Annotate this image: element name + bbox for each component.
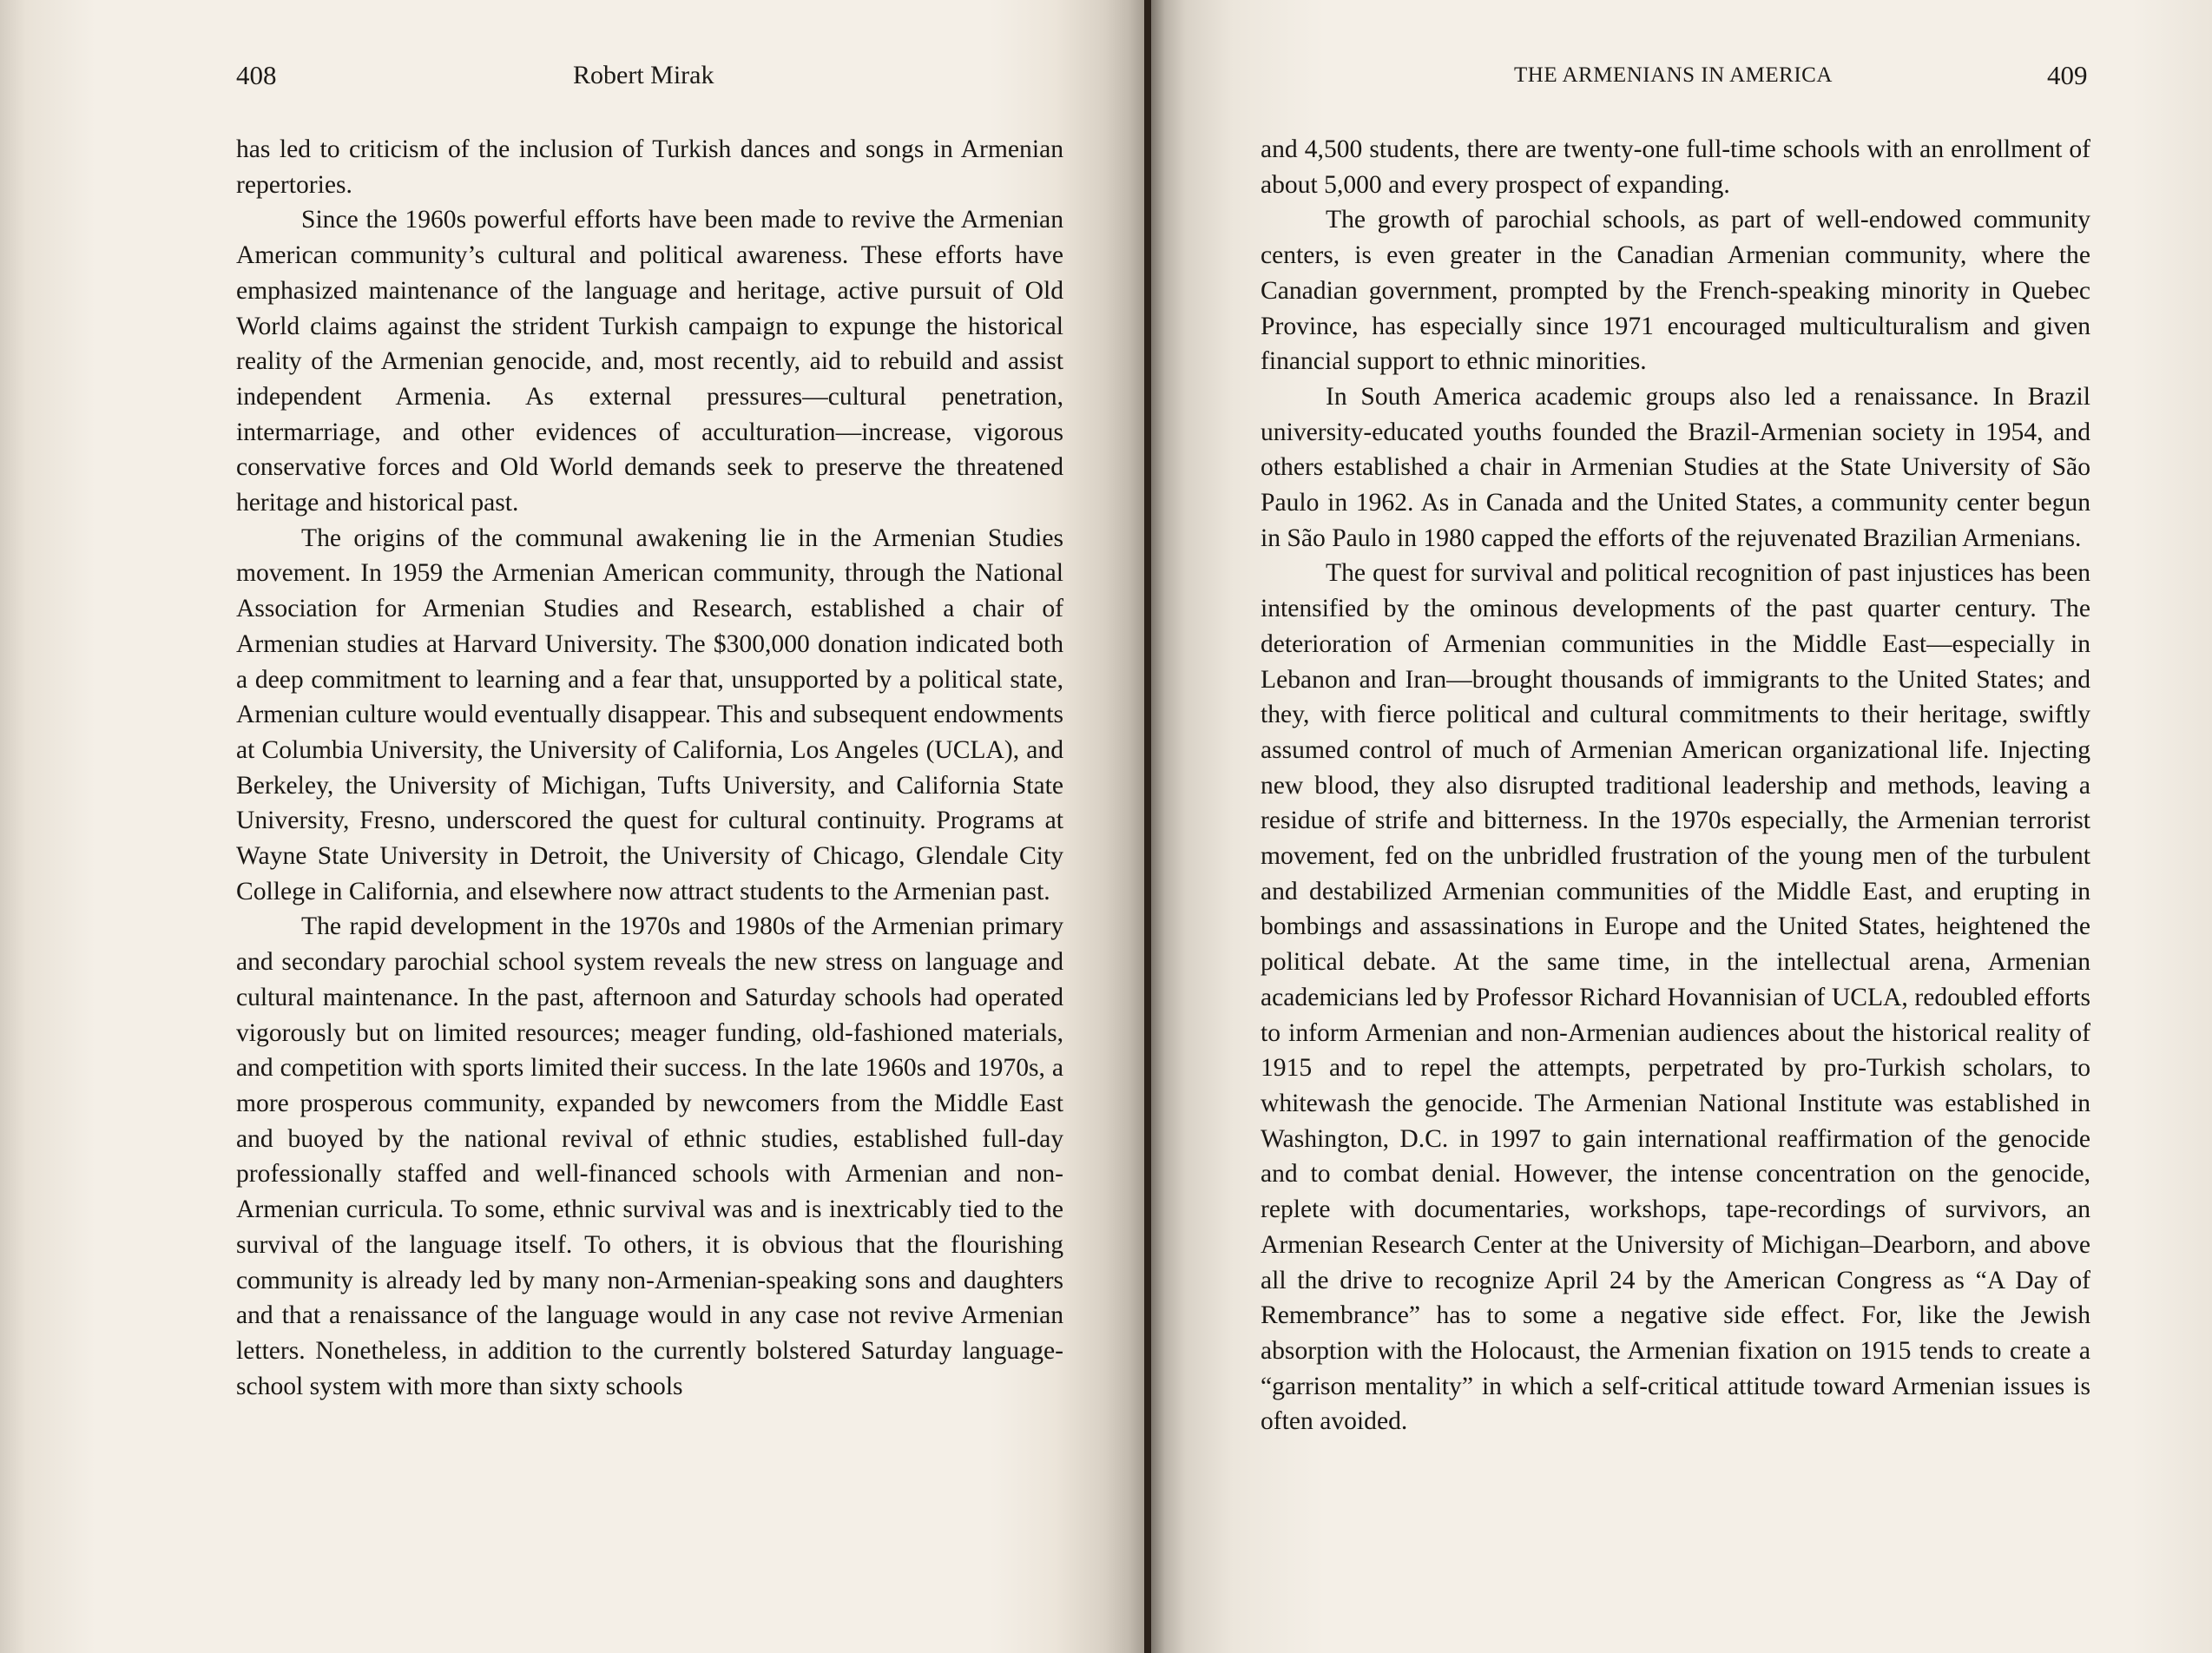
paragraph: In South America academic groups also led a renaissance. In Brazil university-educated youths founded the Brazil-Armenian society in 1954, and others established a chair in Armenian Studies at the State University of São Paulo in 1962. As in Canada and the United States, a community center begun in São Paulo in 1980 capped the efforts of the rejuvenated Brazilian Armenians. [1261,382,2090,552]
right-running-head: THE ARMENIANS IN AMERICA [1514,63,1833,87]
right-page [1151,0,2212,1653]
paragraph: has led to criticism of the inclusion of Turkish dances and songs in Armenian repertories. [236,135,1063,199]
left-running-head: Robert Mirak [573,61,714,89]
book-gutter [1144,0,1151,1653]
paragraph: The quest for survival and political recognition of past injustices has been intensified by the ominous developments of the past quarter century. The deterioration of Armenian communities in the Middle East—especially in Lebanon and Iran—brought thousands of immigrants to the United States; and they, with fierce political and cultural commitments to their heritage, swiftly assumed control of much of Armenian American organizational life. Injecting new blood, they also disrupted traditional leadership and methods, leaving a residue of strife and bitterness. In the 1970s especially, the Armenian terrorist movement, fed on the unbridled frustration of the young men of the turbulent and destabilized Armenian communities of the Middle East, and erupting in bombings and assassinations in Europe and the United States, heightened the political debate. At the same time, in the intellectual arena, Armenian academicians led by Professor Richard Hovannisian of UCLA, redoubled efforts to inform Armenian and non-Armenian audiences about the historical reality of 1915 and to repel the attempts, perpetrated by pro-Turkish scholars, to whitewash the genocide. The Armenian National Institute was established in Washington, D.C. in 1997 to gain international reaffirmation of the genocide and to combat denial. However, the intense concentration on the genocide, replete with documentaries, workshops, tape-recordings of survivors, an Armenian Research Center at the University of Michigan–Dearborn, and above all the drive to recognize April 24 by the American Congress as “A Day of Remembrance” has to some a negative side effect. For, like the Jewish absorption with the Holocaust, the Armenian fixation on 1915 tends to create a “garrison mentality” in which a self-critical attitude toward Armenian issues is often avoided. [1261,559,2090,1436]
left-page-number: 408 [236,60,277,90]
right-page-number: 409 [2047,60,2088,90]
left-page-body [236,132,1063,1404]
paragraph: The origins of the communal awakening lie in the Armenian Studies movement. In 1959 the Armenian American community, through the National Association for Armenian Studies and Research, established a chair of Armenian studies at Harvard University. The $300,000 donation indicated both a deep commitment to learning and a fear that, unsupported by a political state, Armenian culture would eventually disappear. This and subsequent endowments at Columbia University, the University of California, Los Angeles (UCLA), and Berkeley, the University of Michigan, Tufts University, and California State University, Fresno, underscored the quest for cultural continuity. Programs at Wayne State University in Detroit, the University of Chicago, Glendale City College in California, and elsewhere now attract students to the Armenian past. [236,524,1063,906]
paragraph: The growth of parochial schools, as part of well-endowed community centers, is even greater in the Canadian Armenian community, where the Canadian government, prompted by the French-speaking minority in Quebec Province, has especially since 1971 encouraged multiculturalism and given financial support to ethnic minorities. [1261,206,2090,376]
right-page-body [1261,132,2090,1439]
paragraph: Since the 1960s powerful efforts have been made to revive the Armenian American community’s cultural and political awareness. These efforts have emphasized maintenance of the language and heritage, active pursuit of Old World claims against the strident Turkish campaign to expunge the historical reality of the Armenian genocide, and, most recently, aid to rebuild and assist independent Armenia. As external pressures—cultural penetration, intermarriage, and other evidences of acculturation—increase, vigorous conservative forces and Old World demands seek to preserve the threatened heritage and historical past. [236,206,1063,517]
paragraph: The rapid development in the 1970s and 1980s of the Armenian primary and secondary parochial school system reveals the new stress on language and cultural maintenance. In the past, afternoon and Saturday schools had operated vigorously but on limited resources; meager funding, old-fashioned materials, and competition with sports limited their success. In the late 1960s and 1970s, a more prosperous community, expanded by newcomers from the Middle East and buoyed by the national revival of ethnic studies, established full-day professionally staffed and well-financed schools with Armenian and non-Armenian curricula. To some, ethnic survival was and is inextricably tied to the survival of the language itself. To others, it is obvious that the flourishing community is already led by many non-Armenian-speaking sons and daughters and that a renaissance of the language would in any case not revive Armenian letters. Nonetheless, in addition to the currently bolstered Saturday language-school system with more than sixty schools [236,912,1063,1400]
paragraph: and 4,500 students, there are twenty-one full-time schools with an enrollment of about 5,000 and every prospect of expanding. [1261,135,2090,199]
